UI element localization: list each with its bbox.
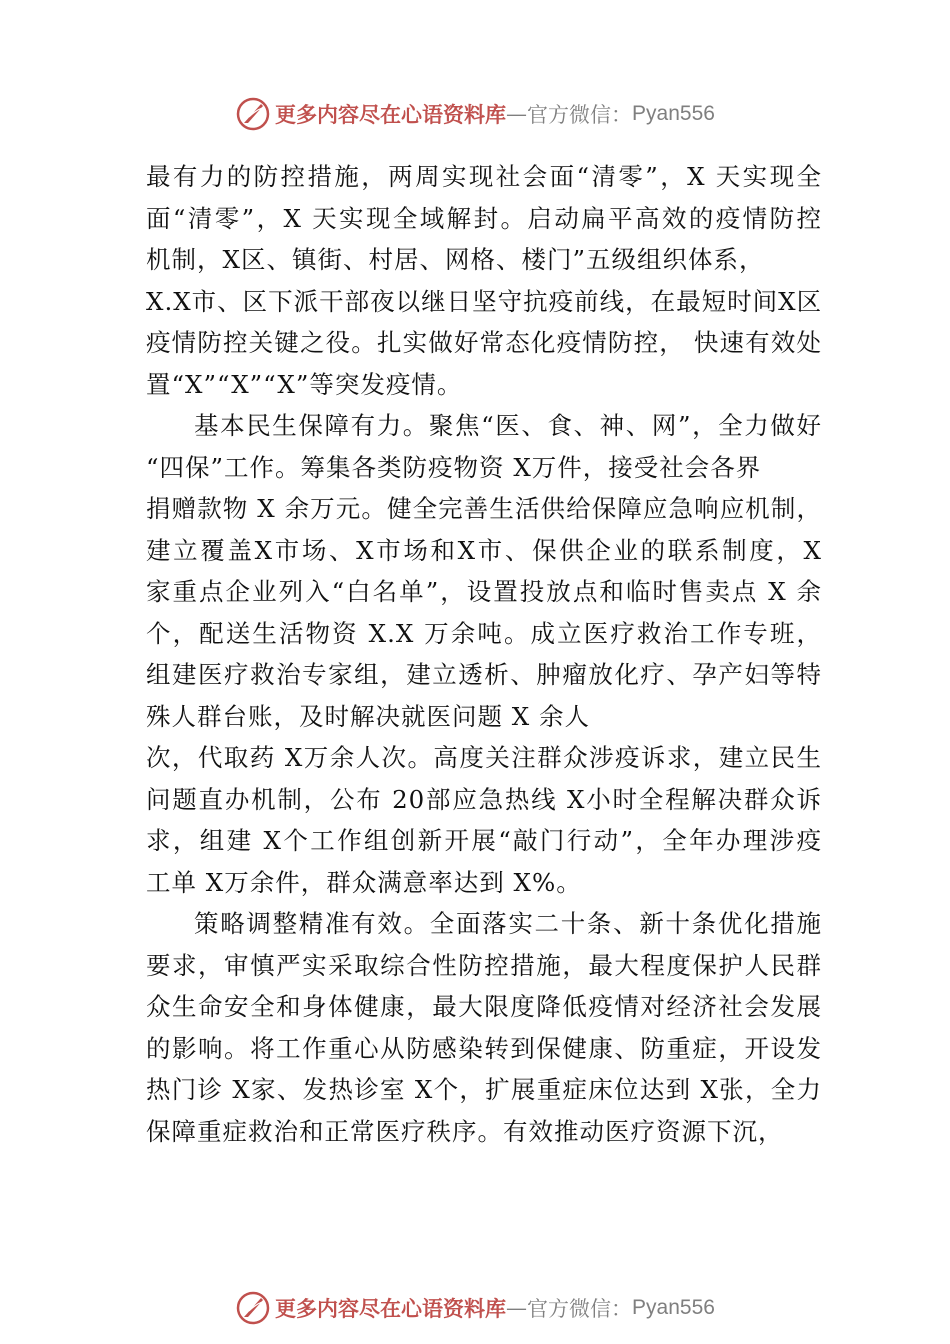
body-line: 置“X”“X”“X”等突发疫情。 [146,369,463,399]
header-dash: — [506,102,528,126]
body-line: “四保”工作。筹集各类防疫物资 X万件，接受社会各界 [146,452,762,482]
body-line: 问题直办机制，公布 20部应急热线 X小时全程解决群众诉 [146,784,822,814]
body-line: 次，代取药 X万余人次。高度关注群众涉疫诉求，建立民生 [146,743,822,772]
footer-title: 更多内容尽在心语资料库 [275,1296,507,1321]
paragraph-first-line: 策略调整精准有效。全面落实二十条、新十条优化措施 [194,909,822,938]
body-line: 机制，X区、镇街、村居、网格、楼门”五级组织体系， [146,245,765,274]
footer-wechat-label: 官方微信： [527,1297,633,1321]
quill-logo-icon [235,96,271,132]
footer-dash: — [506,1296,528,1320]
body-line: 最有力的防控措施，两周实现社会面“清零”，X 天实现全 [146,162,822,191]
body-line: 建立覆盖X市场、X市场和X市、保供企业的联系制度，X [146,535,822,565]
header-wechat-id: Pyan556 [632,102,715,125]
body-line: 殊人群台账，及时解决就医问题 X 余人 [146,701,591,731]
body-line: 保障重症救治和正常医疗秩序。有效推动医疗资源下沉， [146,1116,784,1146]
header-banner [0,92,950,136]
header-wechat-label: 官方微信： [527,103,633,127]
document-body [146,156,822,1152]
body-line: 疫情防控关键之役。扎实做好常态化疫情防控， 快速有效处 [146,328,822,357]
header-title: 更多内容尽在心语资料库 [275,102,507,127]
body-line: 众生命安全和身体健康，最大限度降低疫情对经济社会发展 [146,992,822,1021]
footer-banner [0,1286,950,1330]
body-line: 个，配送生活物资 X.X 万余吨。成立医疗救治工作专班， [146,618,822,648]
body-line: 的影响。将工作重心从防感染转到保健康、防重症，开设发 [146,1033,822,1063]
body-line: 捐赠款物 X 余万元。健全完善生活供给保障应急响应机制， [146,494,822,523]
paragraph-first-line: 基本民生保障有力。聚焦“医、食、神、网”，全力做好 [194,411,822,440]
body-line: 工单 X万余件，群众满意率达到 X%。 [146,867,582,897]
body-line: 热门诊 X家、发热诊室 X个，扩展重症床位达到 X张，全力 [146,1075,822,1104]
body-line: X.X市、区下派干部夜以继日坚守抗疫前线，在最短时间X区 [146,286,823,316]
quill-logo-icon [235,1290,271,1326]
body-line: 组建医疗救治专家组，建立透析、肿瘤放化疗、孕产妇等特 [146,660,822,689]
body-line: 家重点企业列入“白名单”，设置投放点和临时售卖点 X 余 [146,577,822,606]
body-line: 要求，审慎严实采取综合性防控措施，最大程度保护人民群 [146,950,822,980]
body-line: 求，组建 X个工作组创新开展“敲门行动”，全年办理涉疫 [146,826,822,855]
footer-wechat-id: Pyan556 [632,1296,715,1319]
body-line: 面“清零”，X 天实现全域解封。启动扁平高效的疫情防控 [146,203,822,233]
